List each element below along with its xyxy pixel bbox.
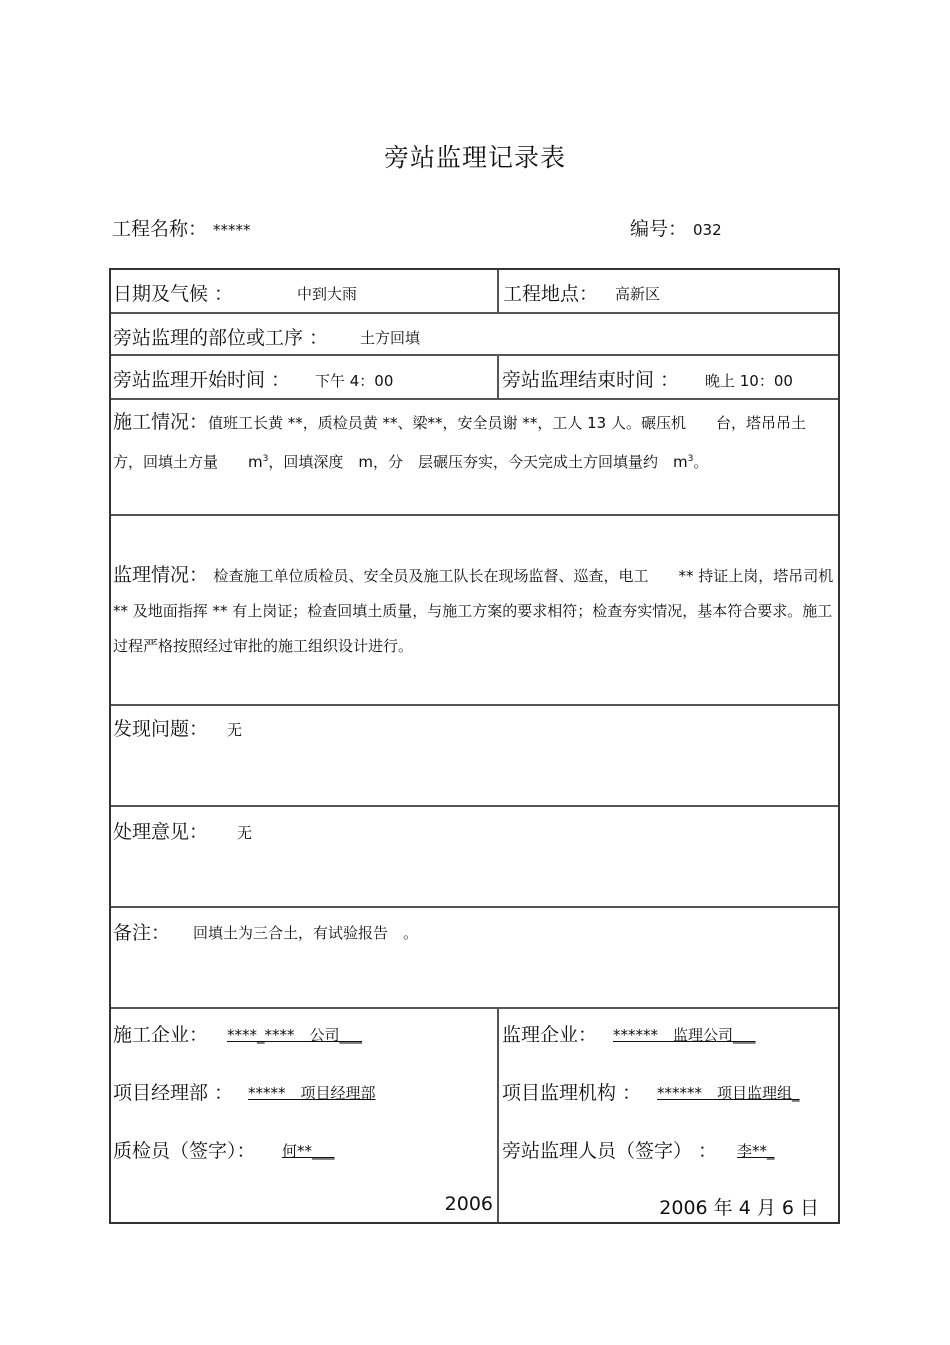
date-value: 中到大雨 — [297, 285, 358, 303]
supervisor-company-label: 监理企业： — [502, 1024, 598, 1046]
site-value: 高新区 — [615, 285, 661, 303]
inspector-label: 质检员（签字）： — [113, 1140, 256, 1162]
supervisor-signature: 李**_ — [737, 1142, 775, 1160]
construction-text-c: 。 — [693, 453, 709, 471]
construction-text-a: 值班工长黄 **，质检员黄 **、梁**，安全员谢 **，工人 13 人。碾压机 台，塔吊吊土方，回填土方量 m — [113, 414, 806, 471]
supervision-body: 检查施工单位质检员、安全员及施工队长在现场监督、巡查，电工 ** 持证上岗，塔吊司机 ** 及地面指挥 ** 有上岗证；检查回填土质量，与施工方案的要求相符；检查夯实情况，基本符合要求。施工过程严格按照经过审批的施工组织设计进行。 — [113, 567, 834, 655]
supervisor-sign-date: 2006 年 4 月 6 日 — [659, 1197, 819, 1219]
part-row — [111, 314, 838, 356]
supervisor-person-label: 旁站监理人员（签字） ： — [502, 1140, 718, 1162]
page-title: 旁站监理记录表 — [383, 143, 566, 172]
part-value: 土方回填 — [360, 329, 421, 347]
record-form — [109, 268, 840, 1224]
superscript-3: 3 — [262, 454, 269, 464]
project-name — [112, 214, 251, 241]
signature-row — [111, 1009, 838, 1222]
project-name-label: 工程名称： — [112, 218, 208, 240]
contractor-company-label: 施工企业： — [113, 1024, 209, 1046]
start-cell — [111, 356, 499, 398]
opinion-value: 无 — [237, 824, 253, 842]
form-number-label: 编号： — [630, 218, 688, 240]
problems-value: 无 — [227, 721, 243, 739]
inspector-signature: 何**___ — [282, 1142, 335, 1160]
contractor-sign-cell — [111, 1009, 499, 1222]
part-label: 旁站监理的部位或工序 ： — [113, 327, 329, 349]
supervision-text — [113, 558, 834, 664]
contractor-company-value: ****_**** 公司___ — [227, 1026, 363, 1044]
supervisor-sign-cell — [499, 1009, 838, 1222]
remarks-label: 备注： — [113, 922, 171, 944]
time-row — [111, 356, 838, 400]
form-number-value: 032 — [693, 221, 722, 239]
opinion-label: 处理意见： — [113, 821, 209, 843]
remarks-value: 回填土为三合土，有试验报告 。 — [193, 924, 419, 942]
project-dept-label: 项目经理部 ： — [113, 1082, 234, 1104]
remarks-row — [111, 908, 838, 1009]
problems-row — [111, 706, 838, 807]
construction-text-b: ，回填深度 m，分 层碾压夯实，今天完成土方回填量约 m — [268, 453, 688, 471]
construction-text — [113, 404, 834, 480]
opinion-row — [111, 807, 838, 908]
supervision-row — [111, 516, 838, 706]
end-label: 旁站监理结束时间 ： — [502, 369, 680, 391]
supervision-org-value: ****** 项目监理组_ — [657, 1084, 800, 1102]
site-label: 工程地点： — [503, 283, 599, 305]
construction-label: 施工情况： — [113, 411, 209, 433]
supervision-org-label: 项目监理机构 ： — [502, 1082, 642, 1104]
contractor-sign-date: 2006 — [444, 1193, 493, 1215]
start-label: 旁站监理开始时间 ： — [113, 369, 291, 391]
date-site-row — [111, 270, 838, 314]
superscript-3: 3 — [687, 454, 694, 464]
project-dept-value: ***** 项目经理部 — [248, 1084, 376, 1102]
project-name-value: ***** — [213, 221, 251, 239]
supervisor-company-value: ****** 监理公司___ — [613, 1026, 756, 1044]
form-number — [630, 214, 722, 241]
problems-label: 发现问题： — [113, 718, 209, 740]
end-value: 晚上 10：00 — [705, 372, 793, 390]
supervision-label: 监理情况： — [113, 564, 199, 586]
end-cell — [499, 356, 838, 398]
construction-row — [111, 400, 838, 516]
site-cell — [499, 270, 838, 312]
start-value: 下午 4：00 — [315, 372, 394, 390]
date-cell — [111, 270, 499, 312]
date-label: 日期及气候 ： — [113, 283, 234, 305]
